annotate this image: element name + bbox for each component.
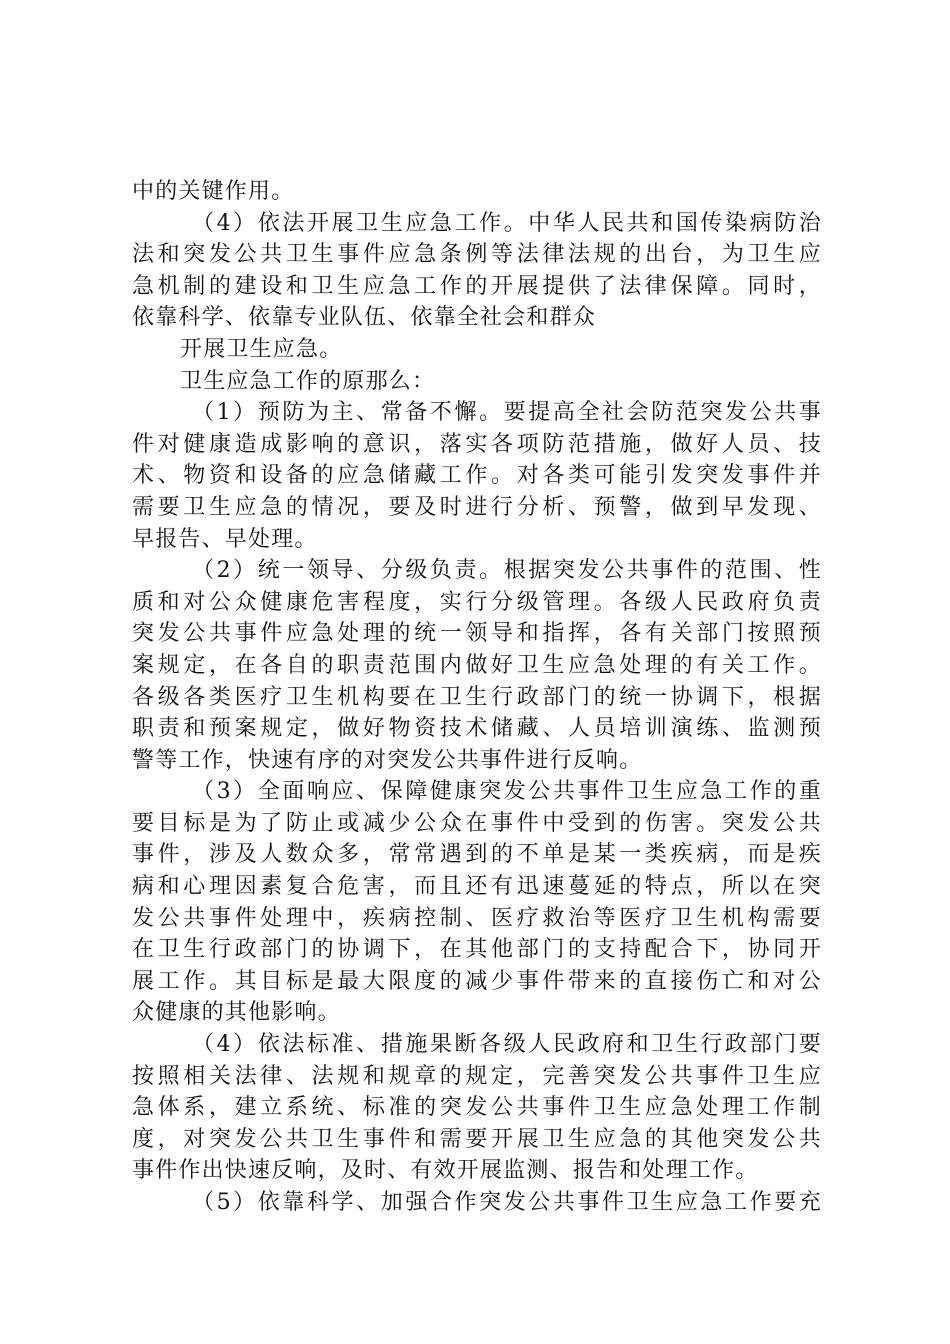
text-line: 展工作。其目标是最大限度的减少事件带来的直接伤亡和对公	[132, 968, 822, 994]
text-line: 发公共事件处理中，疾病控制、医疗救治等医疗卫生机构需要	[132, 905, 822, 931]
text-line: 要目标是为了防止或减少公众在事件中受到的伤害。突发公共	[132, 810, 822, 836]
paragraph-first-line: （4）依法开展卫生应急工作。中华人民共和国传染病防治	[192, 210, 822, 236]
text-line: 事件，涉及人数众多，常常遇到的不单是某一类疾病，而是疾	[132, 842, 822, 868]
paragraph-first-line: （5）依靠科学、加强合作突发公共事件卫生应急工作要充	[192, 1190, 822, 1215]
text-line: 需要卫生应急的情况，要及时进行分析、预警，做到早发现、	[132, 494, 822, 520]
text-line: 法和突发公共卫生事件应急条例等法律法规的出台，为卫生应	[132, 242, 822, 268]
text-line: 术、物资和设备的应急储藏工作。对各类可能引发突发事件并	[132, 463, 822, 489]
paragraph-first-line: 开展卫生应急。	[180, 336, 343, 362]
document-body	[132, 176, 822, 1219]
text-line: 依靠科学、依靠专业队伍、依靠全社会和群众	[132, 305, 597, 331]
text-line: 急机制的建设和卫生应急工作的开展提供了法律保障。同时，	[132, 273, 822, 299]
text-line: 急体系，建立系统、标准的突发公共事件卫生应急处理工作制	[132, 1095, 822, 1121]
text-line: 度，对突发公共卫生事件和需要开展卫生应急的其他突发公共	[132, 1126, 822, 1152]
text-line: 病和心理因素复合危害，而且还有迅速蔓延的特点，所以在突	[132, 874, 822, 900]
text-line: 警等工作，快速有序的对突发公共事件进行反响。	[132, 747, 643, 773]
text-line: 中的关键作用。	[132, 179, 295, 204]
paragraph-first-line: 卫生应急工作的原那么：	[180, 368, 436, 394]
text-line: 按照相关法律、法规和规章的规定，完善突发公共事件卫生应	[132, 1063, 822, 1089]
paragraph-first-line: （4）依法标准、措施果断各级人民政府和卫生行政部门要	[192, 1032, 822, 1058]
text-line: 各级各类医疗卫生机构要在卫生行政部门的统一协调下，根据	[132, 684, 822, 710]
paragraph-first-line: （3）全面响应、保障健康突发公共事件卫生应急工作的重	[192, 779, 822, 805]
text-line: 在卫生行政部门的协调下，在其他部门的支持配合下，协同开	[132, 937, 822, 963]
paragraph-first-line: （1）预防为主、常备不懈。要提高全社会防范突发公共事	[192, 400, 822, 426]
text-line: 早报告、早处理。	[132, 526, 318, 552]
text-line: 案规定，在各自的职责范围内做好卫生应急处理的有关工作。	[132, 652, 822, 678]
text-line: 事件作出快速反响，及时、有效开展监测、报告和处理工作。	[132, 1158, 759, 1184]
text-line: 众健康的其他影响。	[132, 1000, 341, 1026]
paragraph-first-line: （2）统一领导、分级负责。根据突发公共事件的范围、性	[192, 558, 822, 584]
text-line: 突发公共事件应急处理的统一领导和指挥，各有关部门按照预	[132, 621, 822, 647]
text-line: 职责和预案规定，做好物资技术储藏、人员培训演练、监测预	[132, 716, 822, 742]
text-line: 质和对公众健康危害程度，实行分级管理。各级人民政府负责	[132, 589, 822, 615]
text-line: 件对健康造成影响的意识，落实各项防范措施，做好人员、技	[132, 431, 822, 457]
